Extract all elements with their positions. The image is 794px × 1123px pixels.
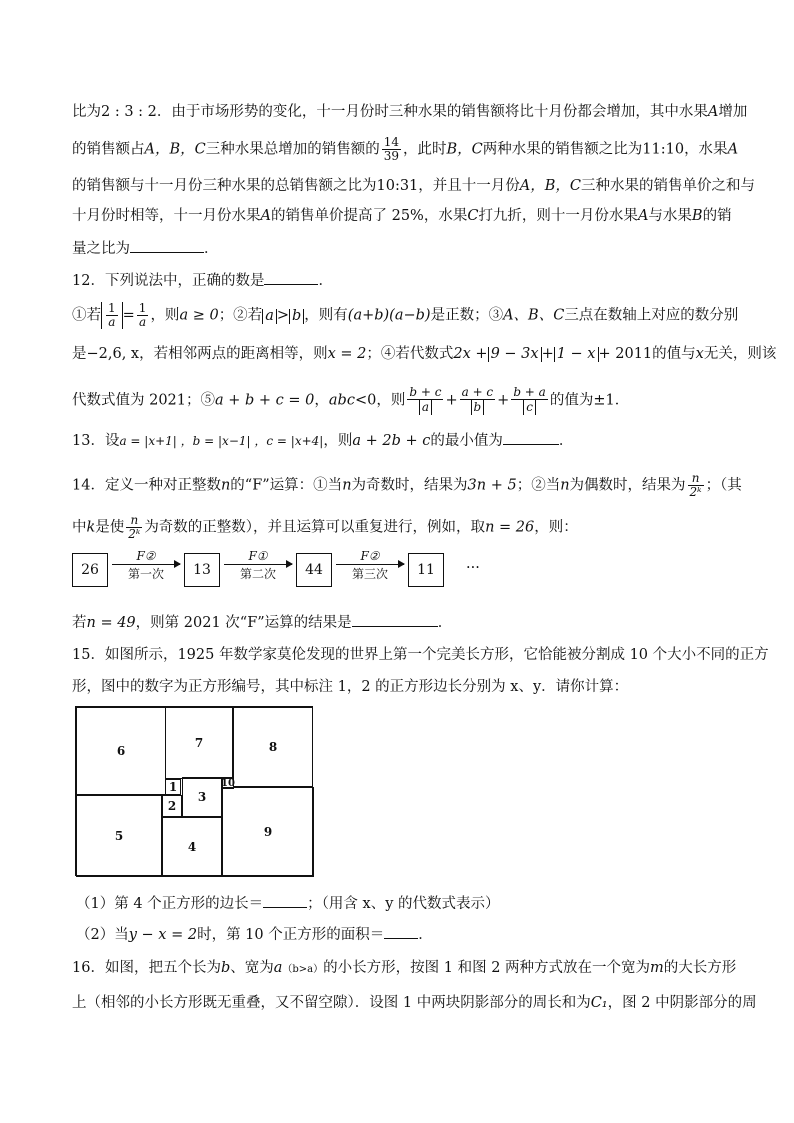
answer-blank[interactable]: [503, 430, 559, 445]
q14-line-2: 中k是使 $\frac{n}{\text{2ᵏ}}$ 为奇数的正整数），并且运算可以重复进行，例如，取n = 26，则：: [72, 513, 578, 541]
arrow-step-2: F① 第二次: [224, 548, 292, 583]
arrow-step-3: F② 第三次: [336, 548, 404, 583]
answer-blank[interactable]: [130, 238, 204, 253]
step-box-4: 11: [408, 553, 444, 587]
q11-line-5: 量之比为 ．: [72, 238, 219, 259]
q14-line-1: 14．定义一种对正整数n的“F”运算：①当n为奇数时，结果为3n + 5；②当n为偶数时，结果为 $\frac{n}{\text{2ᵏ}}$ ；（其: [72, 471, 742, 499]
square-1: 1: [165, 779, 181, 795]
q16-line-1: 16．如图，把五个长为b、宽为a（b>a）的小长方形，按图 1 和图 2 两种方式放在一个宽为m的大长方形: [72, 960, 737, 976]
step-box-2: 13: [184, 553, 220, 587]
q12-stem: 12．下列说法中，正确的数是 ．: [72, 270, 333, 291]
perfect-rectangle-figure: [75, 706, 313, 876]
answer-blank[interactable]: [263, 893, 307, 908]
square-9: 9: [222, 787, 314, 877]
step-box-3: 44: [296, 553, 332, 587]
square-3: 3: [182, 777, 222, 817]
fraction-14-39: $\frac{14}{39}$: [383, 135, 400, 163]
square-7: 7: [165, 707, 233, 779]
q13: 13．设a = |x+1| ，b = |x−1| ，c = |x+4|，则a + 2b + c的最小值为 ．: [72, 430, 573, 451]
q16-line-2: 上（相邻的小长方形既无重叠，又不留空隙）．设图 1 中两块阴影部分的周长和为C₁，图 2 中阴影部分的周: [72, 995, 757, 1011]
square-8: 8: [233, 707, 313, 787]
answer-blank[interactable]: [352, 612, 438, 627]
q15-part-2: （2）当y − x = 2时，第 10 个正方形的面积＝ ．: [76, 924, 433, 945]
q11-line-1: 比为2 : 3 : 2．由于市场形势的变化，十一月份时三种水果的销售额将比十月份都会增加，其中水果A增加: [72, 104, 748, 120]
square-2: 2: [162, 795, 182, 817]
q15-part-1: （1）第 4 个正方形的边长＝ ；（用含 x、y 的代数式表示）: [76, 893, 500, 914]
square-6: 6: [76, 707, 166, 795]
q12-line-1: ①若 $\frac{1}{a}$ = $\frac{1}{a}$ ，则a ≥ 0；②若 a > b ，则有(a+b)(a−b)是正数；③A、B、C三点在数轴上对应的数分别: [72, 301, 739, 329]
square-5: 5: [76, 795, 162, 877]
q11-line-3: 的销售额与十一月份三种水果的总销售额之比为10:31，并且十一月份A，B，C三种水果的销售单价之和与: [72, 178, 756, 194]
square-10: 10: [221, 777, 235, 789]
answer-blank[interactable]: [384, 924, 418, 939]
q11-line-2: 的销售额占A，B，C三种水果总增加的销售额的 $\frac{14}{39}$ ，此时B，C两种水果的销售额之比为11:10，水果A: [72, 135, 739, 163]
square-4: 4: [162, 817, 222, 877]
q11-line-4: 十月份时相等，十一月份水果A的销售单价提高了 25%，水果C打九折，则十一月份水果A与水果B的销: [72, 208, 732, 224]
step-box-1: 26: [72, 553, 108, 587]
q14-question: 若n = 49，则第 2021 次“F”运算的结果是 ．: [72, 612, 452, 633]
q15-line-1: 15．如图所示，1925 年数学家莫伦发现的世界上第一个完美长方形，它恰能被分割成 10 个大小不同的正方: [72, 647, 769, 663]
q12-line-3: 代数式值为 2021；⑤a + b + c = 0，abc<0，则 $\frac{b + c}{a}$ + $\frac{a + c}{b}$ + $\frac{b + a}{c}$ 的值为±1．: [72, 385, 630, 414]
arrow-step-1: F② 第一次: [112, 548, 180, 583]
answer-blank[interactable]: [264, 270, 318, 285]
q15-line-2: 形，图中的数字为正方形编号，其中标注 1，2 的正方形边长分别为 x、y．请你计算：: [72, 679, 629, 695]
q12-line-2: 是−2,6, x，若相邻两点的距离相等，则x = 2；④若代数式2x + 9 − 3x + 1 − x + 2011的值与x无关，则该: [72, 346, 777, 362]
ellipsis: ···: [466, 560, 480, 576]
